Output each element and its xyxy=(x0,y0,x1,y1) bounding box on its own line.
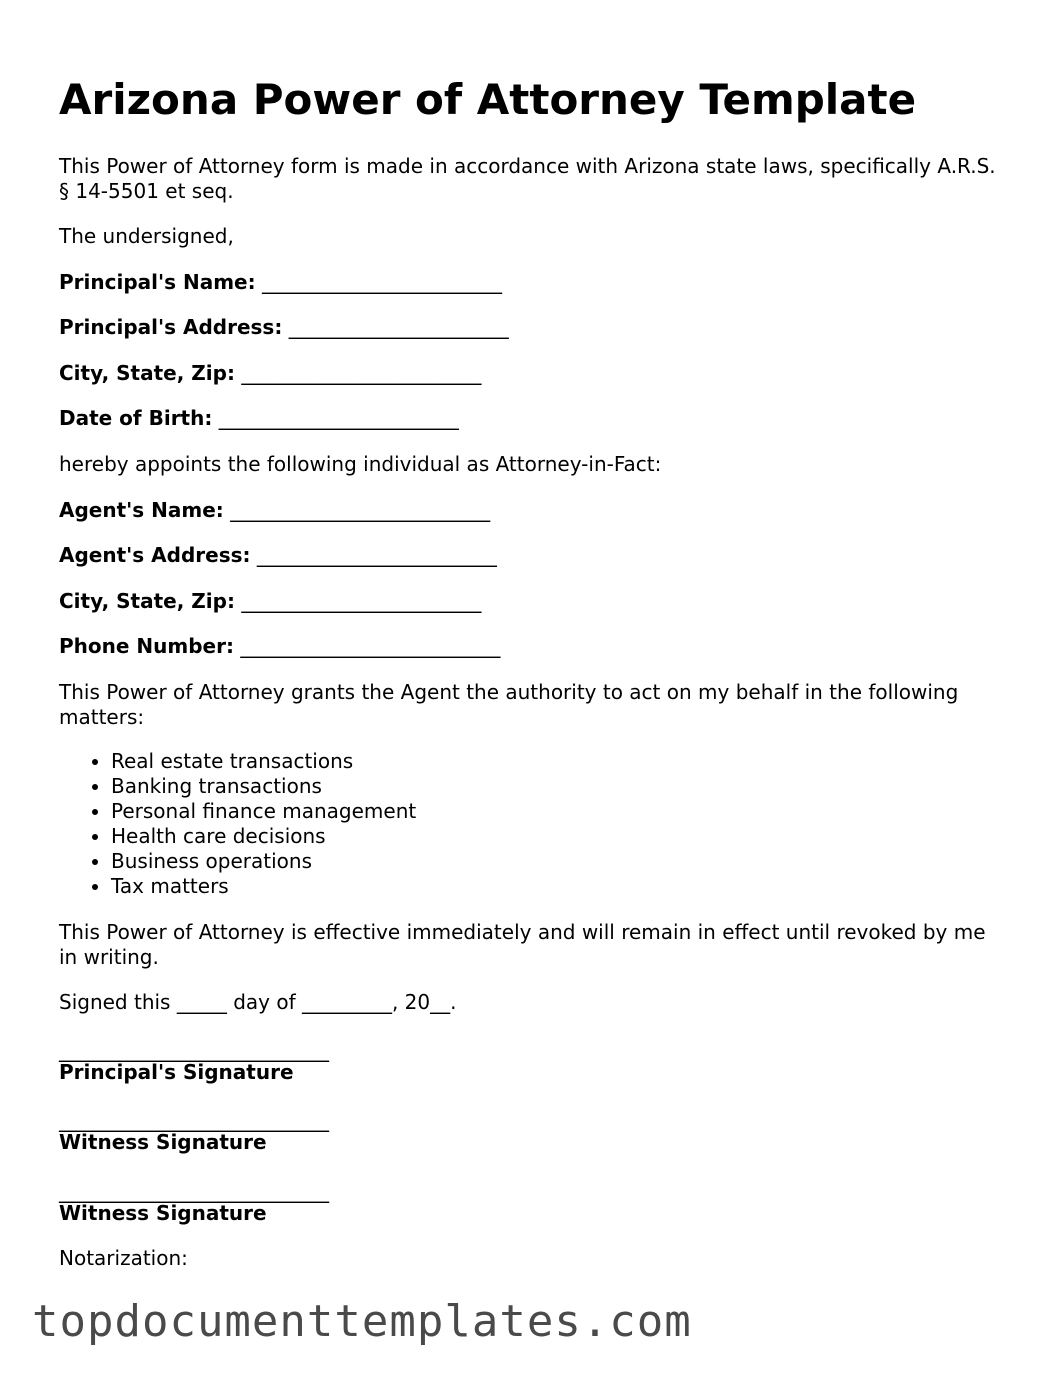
principal-city-label: City, State, Zip: xyxy=(59,361,235,385)
agent-phone-label: Phone Number: xyxy=(59,634,234,658)
intro-paragraph: This Power of Attorney form is made in accordance with Arizona state laws, specifically A.R.S. § 14-5501 et seq. xyxy=(59,154,996,203)
principal-address-field xyxy=(59,315,509,340)
appoints-text: hereby appoints the following individual as Attorney-in-Fact: xyxy=(59,452,662,476)
agent-phone-field xyxy=(59,634,500,659)
list-item: • Business operations xyxy=(111,849,416,874)
page-title: Arizona Power of Attorney Template xyxy=(59,75,917,124)
principal-signature-label: Principal's Signature xyxy=(59,1060,294,1084)
agent-name-blank: __________________________ xyxy=(230,498,491,522)
list-item: • Personal finance management xyxy=(111,799,416,824)
list-item: • Real estate transactions xyxy=(111,749,416,774)
witness-signature-label-1: Witness Signature xyxy=(59,1130,267,1154)
list-item: • Tax matters xyxy=(111,874,416,899)
principal-name-blank: ________________________ xyxy=(261,270,502,294)
principal-address-blank: ______________________ xyxy=(288,315,509,339)
effective-paragraph: This Power of Attorney is effective immediately and will remain in effect until revoked by me in writing. xyxy=(59,920,986,969)
agent-city-field xyxy=(59,589,481,614)
principal-dob-field xyxy=(59,406,459,431)
witness-signature-line-2: ___________________________ xyxy=(59,1179,329,1203)
principal-name-label: Principal's Name: xyxy=(59,270,256,294)
agent-name-label: Agent's Name: xyxy=(59,498,224,522)
agent-address-field xyxy=(59,543,497,568)
agent-city-blank: ________________________ xyxy=(241,589,482,613)
notarization-label: Notarization: xyxy=(59,1246,188,1270)
principal-dob-label: Date of Birth: xyxy=(59,406,213,430)
agent-city-label: City, State, Zip: xyxy=(59,589,235,613)
watermark: topdocumenttemplates.com xyxy=(32,1296,692,1347)
list-item: • Banking transactions xyxy=(111,774,416,799)
agent-address-label: Agent's Address: xyxy=(59,543,251,567)
matters-list xyxy=(59,749,416,899)
agent-phone-blank: __________________________ xyxy=(240,634,501,658)
grants-paragraph: This Power of Attorney grants the Agent the authority to act on my behalf in the following matters: xyxy=(59,680,959,729)
principal-city-field xyxy=(59,361,481,386)
witness-signature-label-2: Witness Signature xyxy=(59,1201,267,1225)
principal-city-blank: ________________________ xyxy=(241,361,482,385)
principal-signature-line: ___________________________ xyxy=(59,1038,329,1062)
principal-dob-blank: ________________________ xyxy=(218,406,459,430)
principal-name-field xyxy=(59,270,502,295)
principal-address-label: Principal's Address: xyxy=(59,315,283,339)
agent-address-blank: ________________________ xyxy=(256,543,497,567)
agent-name-field xyxy=(59,498,490,523)
witness-signature-line-1: ___________________________ xyxy=(59,1108,329,1132)
signed-this-line: Signed this _____ day of _________, 20__. xyxy=(59,990,457,1014)
list-item: • Health care decisions xyxy=(111,824,416,849)
undersigned-text: The undersigned, xyxy=(59,224,234,248)
